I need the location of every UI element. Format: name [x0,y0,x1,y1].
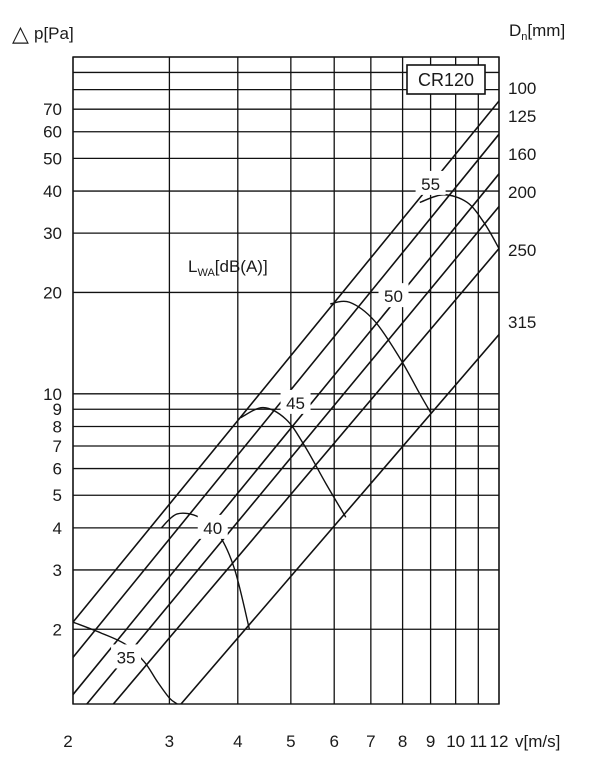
diameter-labels [508,79,536,332]
x-tick-label: 2 [63,732,73,751]
right-axis-label-main: D [509,21,522,40]
y-tick-label: 9 [52,400,62,420]
y-tick-label: 30 [43,224,62,244]
noise-label-main: L [188,257,198,276]
duct-line-160 [73,174,499,695]
y-tick-label: 8 [52,417,62,437]
diameter-label: 100 [508,79,537,98]
noise-label-text: 55 [421,174,441,194]
grid-lines [73,57,499,704]
x-tick-label: 10 [446,732,466,751]
noise-label-text: 35 [116,648,136,668]
y-tick-label: 40 [43,182,62,202]
x-tick-label: 6 [329,732,339,751]
right-axis-label-sub: n [521,31,528,43]
plot-frame [73,57,499,704]
duct-line-315 [181,335,499,704]
x-tick-label: 11 [469,732,488,751]
noise-label-50 [379,283,409,307]
noise-level-labels [111,171,446,669]
diameter-label: 125 [508,107,537,126]
x-tick-label: 3 [164,732,175,751]
y-tick-labels [43,100,62,639]
noise-label-55 [416,171,446,195]
right-axis-title [509,21,565,43]
model-badge [407,65,485,94]
y-tick-label: 50 [43,149,62,169]
noise-level-curves [73,195,499,704]
y-axis-label: p[Pa] [34,24,74,43]
diameter-label: 200 [508,183,537,202]
y-tick-label: 70 [43,100,62,120]
noise-label-sub: WA [197,267,215,279]
y-tick-label: 7 [52,437,62,457]
x-tick-label: 8 [397,732,408,751]
noise-label-text: 45 [286,393,306,413]
y-tick-label: 5 [52,486,62,506]
x-tick-label: 4 [233,732,243,751]
svg-text:Dn[mm] [509,21,565,43]
delta-symbol: △ [12,21,29,46]
diameter-label: 160 [508,145,537,164]
noise-label-35 [111,644,141,668]
noise-axis-label [188,257,268,279]
x-tick-label: 12 [489,732,509,751]
x-tick-label: 7 [366,732,376,751]
x-axis-label: v[m/s] [515,732,561,751]
noise-label-unit: [dB(A)] [214,257,268,276]
noise-label-45 [281,390,311,414]
y-tick-label: 10 [43,384,62,404]
noise-label-40 [198,515,228,539]
x-tick-label: 5 [286,732,296,751]
y-tick-label: 6 [52,459,62,479]
noise-label-text: 50 [384,287,403,307]
diameter-label: 250 [508,241,537,260]
y-tick-label: 4 [52,518,62,538]
y-tick-label: 3 [52,560,62,580]
y-tick-label: 2 [52,620,62,640]
duct-line-250 [113,249,499,704]
right-axis-label-unit: [mm] [527,21,566,40]
y-tick-label: 20 [43,283,62,303]
y-tick-label: 60 [43,122,62,142]
noise-label-text: 40 [203,518,223,538]
diameter-label: 315 [508,313,537,332]
x-tick-label: 9 [425,732,436,751]
y-axis-title [12,21,74,46]
x-tick-labels [63,732,508,751]
model-badge-text: CR120 [417,70,475,90]
